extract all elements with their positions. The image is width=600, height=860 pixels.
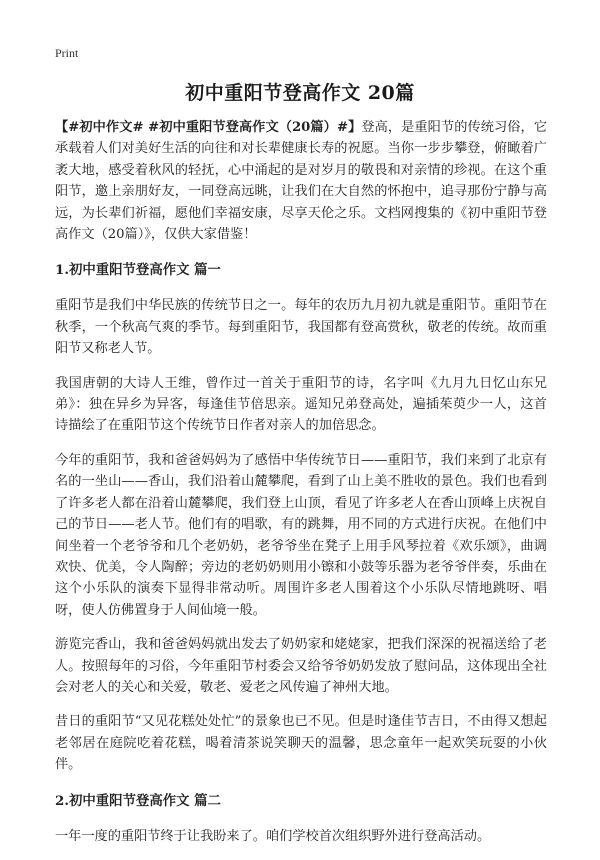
section-paragraph: 游览完香山，我和爸爸妈妈就出发去了奶奶家和姥姥家，把我们深深的祝福送给了老人。按照每年的习俗，今年重阳节村委会又给爷爷奶奶发放了慰问品，这体现出全社会对老人的关心和关爱，敬老、爱老之风传遍了神州大地。 bbox=[55, 637, 547, 695]
section-paragraph: 昔日的重阳节“又见花糕处处忙”的景象也已不见。但是时逢佳节吉日，不由得又想起老邻居在庭院吃着花糕，喝着清茶说笑聊天的温馨，思念童年一起欢笑玩耍的小伙伴。 bbox=[55, 714, 547, 773]
section-paragraph: 今年的重阳节，我和爸爸妈妈为了感悟中华传统节日——重阳节，我们来到了北京有名的一坐山——香山，我们沿着山麓攀爬，看到了山上美不胜收的景色。我们也看到了许多老人都在沿着山麓攀爬，我们登上山顶，看见了许多老人在香山顶峰上庆祝自己的节日——老人节。他们有的唱歌，有的跳舞，用不同的方式进行庆祝。在他们中间坐着一个老爷爷和几个老奶奶，老爷爷坐在凳子上用手风琴拉着《欢乐颂》，曲调欢快、优美，令人陶醉；旁边的老奶奶则用小镲和小鼓等乐器为老爷爷伴奏，乐曲在这个小乐队的演奏下显得非常动听。周围许多老人围着这个小乐队尽情地跳呀、唱呀，使人仿佛置身于人间仙境一般。 bbox=[55, 452, 547, 618]
intro-paragraph bbox=[55, 117, 547, 245]
print-label[interactable]: Print bbox=[55, 46, 79, 60]
section-paragraph: 一年一度的重阳节终于让我盼来了。咱们学校首次组织野外进行登高活动。 bbox=[55, 828, 491, 844]
document-title: 初中重阳节登高作文 20篇 bbox=[185, 82, 415, 104]
section-paragraph: 重阳节是我们中华民族的传统节日之一。每年的农历九月初九就是重阳节。重阳节在秋季，一个秋高气爽的季节。每到重阳节，我国都有登高赏秋，敬老的传统。故而重阳节又称老人节。 bbox=[55, 298, 547, 357]
intro-text: 登高，是重阳节的传统习俗，它承载着人们对美好生活的向往和对长辈健康长寿的祝愿。当你一步步攀登，俯瞰着广袤大地，感受着秋风的轻抚，心中涌起的是对岁月的敬畏和对亲情的珍视。在这个重阳节，邀上亲朋好友，一同登高远眺，让我们在大自然的怀抱中，追寻那份宁静与高远，为长辈们祈福，愿他们幸福安康，尽享天伦之乐。文档网搜集的《初中重阳节登高作文（20篇）》，仅供大家借鉴！ bbox=[55, 120, 548, 243]
section-paragraph: 我国唐朝的大诗人王维，曾作过一首关于重阳节的诗，名字叫《九月九日忆山东兄弟》：独在异乡为异客，每逢佳节倍思亲。遥知兄弟登高处，遍插茱萸少一人，这首诗描绘了在重阳节这个传统节日作者对亲人的加倍思念。 bbox=[55, 375, 547, 434]
intro-lead: 【#初中作文# #初中重阳节登高作文（20篇）#】 bbox=[55, 120, 362, 135]
section-heading: 1.初中重阳节登高作文 篇一 bbox=[55, 262, 221, 279]
section-heading: 2.初中重阳节登高作文 篇二 bbox=[55, 792, 221, 809]
document-body bbox=[55, 117, 547, 860]
